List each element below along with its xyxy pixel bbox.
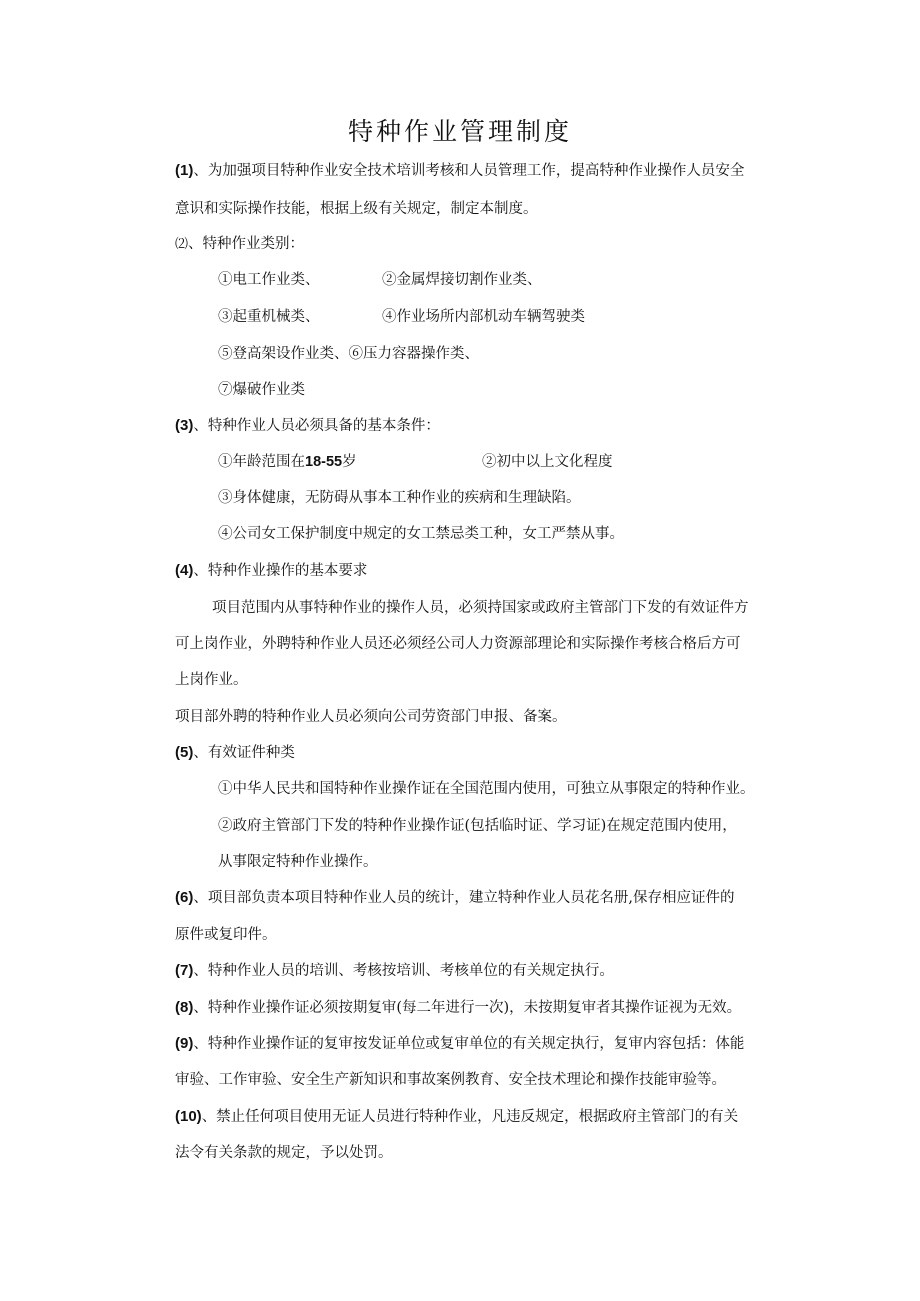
section-1-line-2: 意识和实际操作技能，根据上级有关规定，制定本制度。 bbox=[175, 201, 538, 217]
section-9-line-1 bbox=[175, 1033, 744, 1055]
section-10-text: 、禁止任何项目使用无证人员进行特种作业，凡违反规定，根据政府主管部门的有关 bbox=[201, 1109, 739, 1125]
section-10-number: (10) bbox=[175, 1108, 202, 1125]
section-6-line-2: 原件或复印件。 bbox=[175, 927, 277, 943]
category-item: ③起重机械类、 bbox=[218, 309, 320, 325]
section-1-number: (1) bbox=[175, 162, 194, 179]
section-8 bbox=[175, 997, 741, 1019]
page-title: 特种作业管理制度 bbox=[347, 117, 572, 146]
category-item: ④作业场所内部机动车辆驾驶类 bbox=[382, 309, 585, 325]
category-item: ②金属焊接切割作业类、 bbox=[382, 272, 542, 288]
section-4-number: (4) bbox=[175, 562, 194, 579]
section-6-text: 、项目部负责本项目特种作业人员的统计，建立特种作业人员花名册,保存相应证件的 bbox=[193, 890, 735, 906]
section-9-line-2: 审验、工作审验、安全生产新知识和事故案例教育、安全技术理论和操作技能审验等。 bbox=[175, 1072, 726, 1088]
age-prefix: ①年龄范围在 bbox=[218, 454, 305, 470]
condition-female: ④公司女工保护制度中规定的女工禁忌类工种，女工严禁从事。 bbox=[218, 526, 624, 542]
section-5-text: 、有效证件种类 bbox=[193, 745, 295, 761]
section-5-heading bbox=[175, 742, 295, 764]
section-2-heading bbox=[175, 233, 304, 256]
section-3-heading bbox=[175, 415, 440, 437]
section-10-line-1 bbox=[175, 1106, 738, 1128]
requirement-paragraph-line: 项目范围内从事特种作业的操作人员，必须持国家或政府主管部门下发的有效证件方 bbox=[212, 600, 749, 616]
requirement-paragraph-line: 项目部外聘的特种作业人员必须向公司劳资部门申报、备案。 bbox=[175, 709, 567, 725]
section-8-number: (8) bbox=[175, 999, 194, 1016]
section-1-line-1 bbox=[175, 160, 744, 182]
section-4-heading bbox=[175, 560, 367, 582]
section-4-text: 、特种作业操作的基本要求 bbox=[193, 563, 368, 579]
section-9-number: (9) bbox=[175, 1035, 194, 1052]
certificate-government-cont: 从事限定特种作业操作。 bbox=[218, 854, 378, 870]
section-5-number: (5) bbox=[175, 744, 194, 761]
requirement-paragraph-line: 上岗作业。 bbox=[175, 672, 248, 688]
section-3-number: (3) bbox=[175, 417, 194, 434]
category-item: ①电工作业类、 bbox=[218, 272, 320, 288]
certificate-government: ②政府主管部门下发的特种作业操作证(包括临时证、学习证)在规定范围内使用， bbox=[218, 818, 737, 834]
section-7-number: (7) bbox=[175, 962, 194, 979]
section-2-number: ⑵ bbox=[175, 237, 189, 252]
requirement-paragraph-line: 可上岗作业，外聘特种作业人员还必须经公司人力资源部理论和实际操作考核合格后方可 bbox=[175, 636, 741, 652]
section-6-line-1 bbox=[175, 887, 734, 909]
section-7 bbox=[175, 960, 614, 982]
condition-education: ②初中以上文化程度 bbox=[482, 454, 613, 470]
section-9-text: 、特种作业操作证的复审按发证单位或复审单位的有关规定执行，复审内容包括：体能 bbox=[193, 1036, 745, 1052]
age-suffix: 岁 bbox=[342, 454, 357, 470]
section-6-number: (6) bbox=[175, 889, 194, 906]
section-10-line-2: 法令有关条款的规定，予以处罚。 bbox=[175, 1145, 393, 1161]
certificate-national: ①中华人民共和国特种作业操作证在全国范围内使用，可独立从事限定的特种作业。 bbox=[218, 781, 755, 797]
category-item: ⑤登高架设作业类、⑥压力容器操作类、 bbox=[218, 346, 479, 362]
section-3-text: 、特种作业人员必须具备的基本条件： bbox=[193, 418, 440, 434]
section-2-text: 、特种作业类别： bbox=[188, 236, 305, 252]
section-1-text: 、为加强项目特种作业安全技术培训考核和人员管理工作，提高特种作业操作人员安全 bbox=[193, 163, 745, 179]
section-7-text: 、特种作业人员的培训、考核按培训、考核单位的有关规定执行。 bbox=[193, 963, 614, 979]
condition-health: ③身体健康，无防碍从事本工种作业的疾病和生理缺陷。 bbox=[218, 490, 581, 506]
category-item: ⑦爆破作业类 bbox=[218, 382, 305, 398]
age-range: 18-55 bbox=[305, 454, 343, 470]
condition-age bbox=[218, 451, 357, 473]
section-8-text: 、特种作业操作证必须按期复审(每二年进行一次)，未按期复审者其操作证视为无效。 bbox=[193, 1000, 742, 1016]
